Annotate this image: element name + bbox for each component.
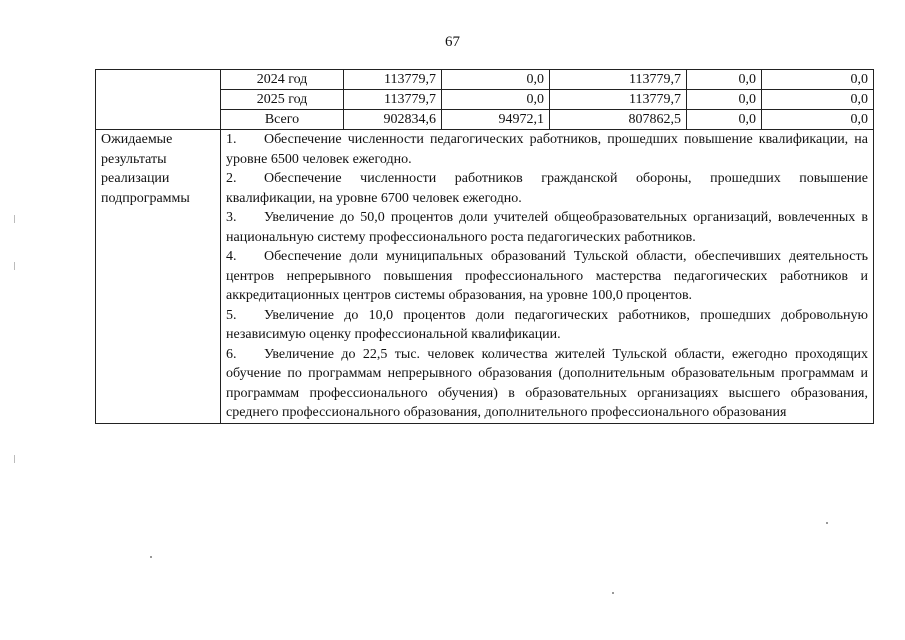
- result-item: 5. Увеличение до 10,0 процентов доли педагогических работников, прошедших добровольную независимую оценку профессиональной квалификации.: [226, 307, 868, 342]
- result-item: 3. Увеличение до 50,0 процентов доли учителей общеобразовательных организаций, вовлеченных в национальную систему профессионального роста педагогических работников.: [226, 210, 868, 245]
- scan-speck: [150, 556, 152, 558]
- result-item: 2. Обеспечение численности работников гражданской обороны, прошедших повышение квалификации, на уровне 6700 человек ежегодно.: [226, 171, 868, 206]
- scan-speck: [612, 592, 614, 594]
- regional-value: 807862,5: [550, 110, 687, 130]
- regional-value: 113779,7: [550, 70, 687, 90]
- expected-results-row: [96, 130, 874, 424]
- scan-speck: [826, 522, 828, 524]
- local-value: 0,0: [687, 70, 762, 90]
- federal-value: 94972,1: [442, 110, 550, 130]
- expected-results-heading: Ожидаемые результаты реализации подпрограммы: [96, 130, 221, 424]
- funding-row-2024: [96, 70, 874, 90]
- total-value: 113779,7: [344, 90, 442, 110]
- extrabudget-value: 0,0: [762, 110, 874, 130]
- page-number: 67: [445, 34, 460, 50]
- subprogram-table: [95, 69, 874, 424]
- regional-value: 113779,7: [550, 90, 687, 110]
- expected-results-list: [221, 130, 874, 424]
- local-value: 0,0: [687, 110, 762, 130]
- empty-header-cell: [96, 70, 221, 130]
- row-label: 2024 год: [221, 70, 344, 90]
- federal-value: 0,0: [442, 90, 550, 110]
- result-item: 4. Обеспечение доли муниципальных образований Тульской области, обеспечивших деятельность центров непрерывного повышения профессионального мастерства педагогических работников и аккредитационных центров системы образования, на уровне 100,0 процентов.: [226, 249, 868, 303]
- local-value: 0,0: [687, 90, 762, 110]
- row-label: Всего: [221, 110, 344, 130]
- extrabudget-value: 0,0: [762, 90, 874, 110]
- scan-mark: [14, 262, 15, 270]
- result-item: 1. Обеспечение численности педагогических работников, прошедших повышение квалификации, на уровне 6500 человек ежегодно.: [226, 132, 868, 167]
- extrabudget-value: 0,0: [762, 70, 874, 90]
- result-item: 6. Увеличение до 22,5 тыс. человек количества жителей Тульской области, ежегодно проходящих обучение по программам непрерывного образования (дополнительным образовательным программам и программам профессионального обучения) в образовательных организациях высшего образования, среднего профессионального образования, дополнительного профессионального образования: [226, 346, 868, 420]
- federal-value: 0,0: [442, 70, 550, 90]
- scan-mark: [14, 455, 15, 463]
- total-value: 902834,6: [344, 110, 442, 130]
- scan-mark: [14, 215, 15, 223]
- total-value: 113779,7: [344, 70, 442, 90]
- row-label: 2025 год: [221, 90, 344, 110]
